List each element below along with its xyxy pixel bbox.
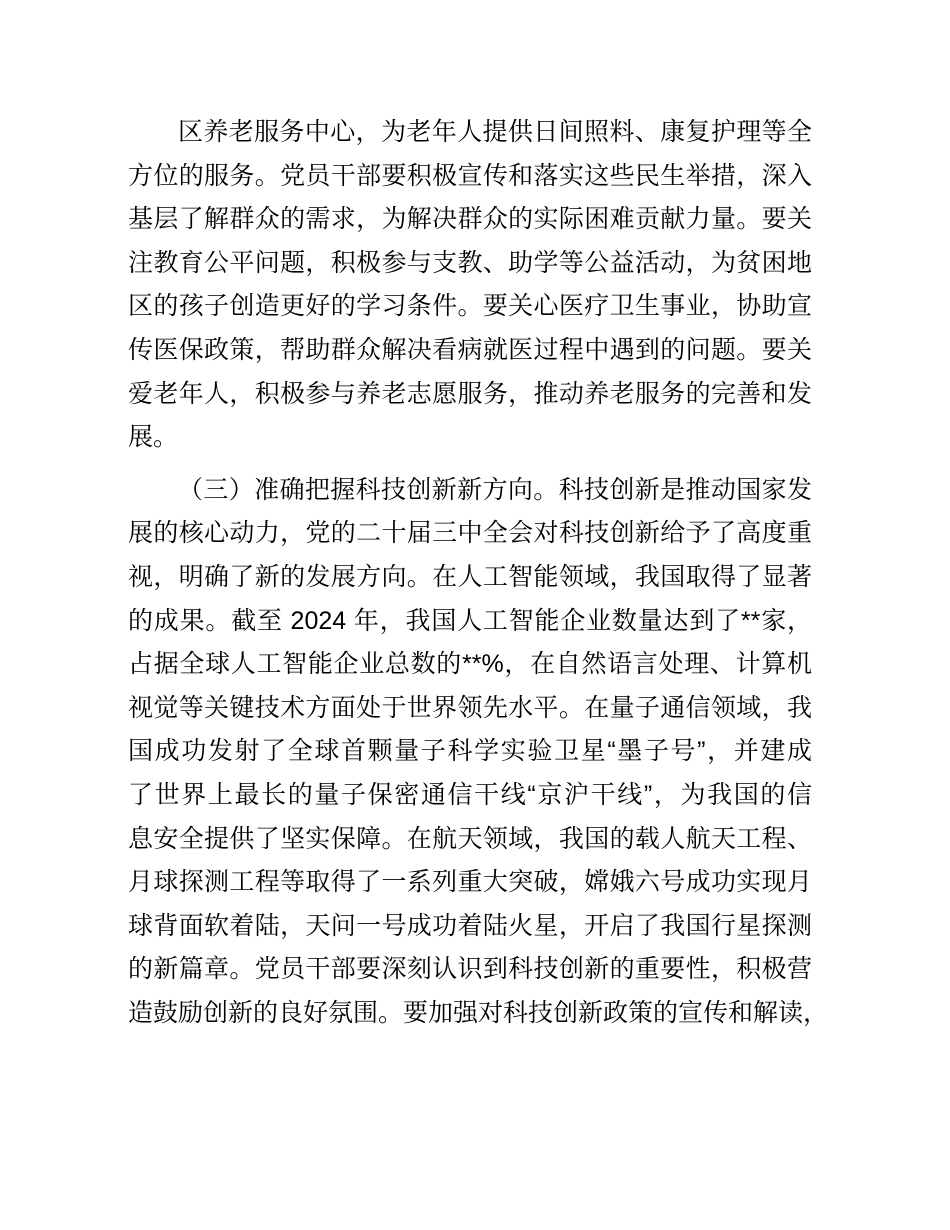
text-line: 区的孩子创造更好的学习条件。要关心医疗卫生事业，协助宣 bbox=[128, 292, 812, 321]
text-line: 球背面软着陆，天问一号成功着陆火星，开启了我国行星探测 bbox=[128, 911, 812, 940]
text-line: （三）准确把握科技创新新方向。科技创新是推动国家发 bbox=[178, 475, 812, 504]
text-line: 视，明确了新的发展方向。在人工智能领域，我国取得了显著 bbox=[128, 562, 812, 591]
paragraph bbox=[128, 111, 812, 460]
text-line: 基层了解群众的需求，为解决群众的实际困难贡献力量。要关 bbox=[128, 205, 812, 234]
text-line: 注教育公平问题，积极参与支教、助学等公益活动，为贫困地 bbox=[128, 248, 812, 277]
text-line: 展。 bbox=[128, 423, 179, 452]
text-line: 区养老服务中心，为老年人提供日间照料、康复护理等全 bbox=[178, 118, 812, 146]
text-line: 息安全提供了坚实保障。在航天领域，我国的载人航天工程、 bbox=[128, 824, 812, 853]
text-line: 的新篇章。党员干部要深刻认识到科技创新的重要性，积极营 bbox=[128, 955, 812, 984]
text-line: 爱老年人，积极参与养老志愿服务，推动养老服务的完善和发 bbox=[128, 379, 812, 408]
text-line: 月球探测工程等取得了一系列重大突破，嫦娥六号成功实现月 bbox=[128, 868, 812, 897]
text-line: 展的核心动力，党的二十届三中全会对科技创新给予了高度重 bbox=[128, 519, 812, 548]
text-line: 视觉等关键技术方面处于世界领先水平。在量子通信领域，我 bbox=[128, 693, 812, 722]
text-line: 了世界上最长的量子保密通信干线“京沪干线”，为我国的信 bbox=[128, 780, 812, 809]
text-line: 的成果。截至 2024 年，我国人工智能企业数量达到了**家， bbox=[128, 606, 812, 635]
paragraph bbox=[128, 469, 829, 1036]
text-line: 占据全球人工智能企业总数的**%，在自然语言处理、计算机 bbox=[128, 650, 812, 679]
text-line: 传医保政策，帮助群众解决看病就医过程中遇到的问题。要关 bbox=[128, 335, 812, 364]
document-body bbox=[128, 111, 829, 1035]
text-line: 造鼓励创新的良好氛围。要加强对科技创新政策的宣传和解读， bbox=[128, 998, 829, 1027]
text-line: 方位的服务。党员干部要积极宣传和落实这些民生举措，深入 bbox=[128, 161, 812, 190]
text-line: 国成功发射了全球首颗量子科学实验卫星“墨子号”，并建成 bbox=[128, 737, 812, 766]
